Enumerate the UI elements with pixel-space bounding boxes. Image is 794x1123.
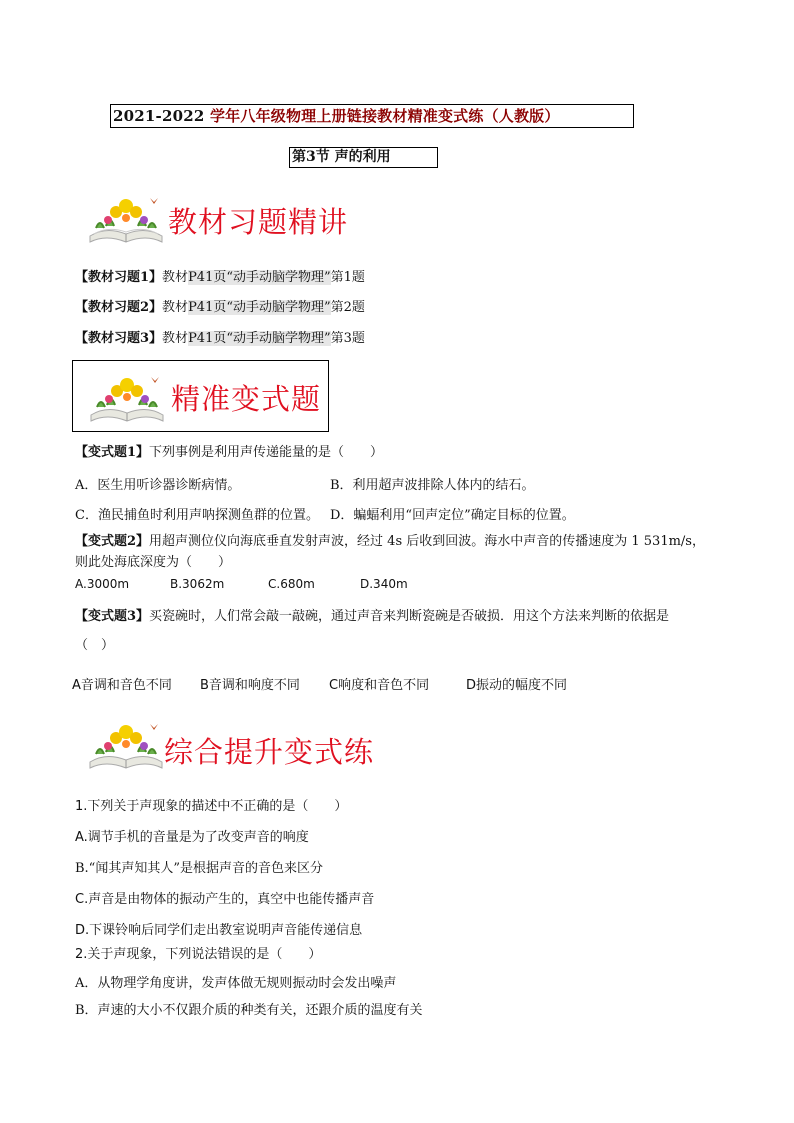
item-label: 【教材习题1】 (75, 270, 163, 285)
comp2-option-a: A．从物理学角度讲，发声体做无规则振动时会发出噪声 (75, 976, 397, 991)
variant3-option-a: A音调和音色不同 (72, 678, 172, 693)
variant3-option-c: C响度和音色不同 (329, 678, 430, 693)
variant-question: 下列事例是利用声传递能量的是（ ） (149, 445, 384, 460)
textbook-item (75, 330, 365, 348)
section-subtitle: 第3节 声的利用 (289, 147, 438, 168)
variant2-option-b: B.3062m (170, 577, 225, 591)
item-pre: 教材 (162, 300, 189, 315)
item-ref: P41页“动手动脑学物理” (188, 331, 331, 346)
variant2-option-c: C.680m (268, 577, 315, 591)
comp1-option-d: D.下课铃响后同学们走出教室说明声音能传递信息 (75, 923, 363, 938)
variant3-option-b: B音调和响度不同 (200, 678, 300, 693)
book-flower-icon (86, 718, 166, 772)
banner-comprehensive (86, 718, 386, 772)
banner-textbook (86, 192, 366, 246)
textbook-item (75, 269, 365, 287)
comp1-option-a: A.调节手机的音量是为了改变声音的响度 (75, 830, 309, 845)
variant1-option-c: C．渔民捕鱼时利用声呐探测鱼群的位置。 (75, 508, 319, 523)
variant1-option-d: D．蝙蝠利用“回声定位”确定目标的位置。 (330, 508, 575, 523)
variant-label: 【变式题1】 (75, 445, 150, 460)
section-title-comprehensive: 综合提升变式练 (164, 735, 375, 769)
section-title-textbook: 教材习题精讲 (168, 205, 349, 239)
variant1-question (75, 444, 383, 462)
variant2-option-d: D.340m (360, 577, 408, 591)
item-post: 第2题 (330, 300, 365, 315)
variant2-option-a: A.3000m (75, 577, 130, 591)
book-flower-icon (87, 371, 167, 425)
title-text: 学年八年级物理上册链接教材精准变式练（人教版） (209, 107, 560, 125)
variant-question: 用超声测位仪向海底垂直发射声波，经过 4s 后收到回波。海水中声音的传播速度为 1 531m/s， (149, 534, 705, 549)
item-pre: 教材 (162, 331, 189, 346)
variant-label: 【变式题2】 (75, 534, 150, 549)
variant1-option-a: A．医生用听诊器诊断病情。 (75, 478, 241, 493)
variant1-option-b: B．利用超声波排除人体内的结石。 (330, 478, 535, 493)
item-post: 第1题 (330, 270, 365, 285)
title-year: 2021-2022 (113, 107, 205, 125)
item-label: 【教材习题2】 (75, 300, 163, 315)
banner-variants (72, 360, 329, 432)
item-label: 【教材习题3】 (75, 331, 163, 346)
variant3-question-cont: （ ） (75, 638, 115, 653)
variant3-option-d: D振动的幅度不同 (466, 678, 568, 693)
comp1-option-b: B.“闻其声知其人”是根据声音的音色来区分 (75, 861, 323, 876)
book-flower-icon (86, 192, 166, 246)
section-title-variants: 精准变式题 (171, 382, 322, 416)
comp2-question: 2.关于声现象，下列说法错误的是（ ） (75, 947, 322, 962)
variant-question: 买瓷碗时，人们常会敲一敲碗，通过声音来判断瓷碗是否破损．用这个方法来判断的依据是 (149, 609, 670, 624)
textbook-item (75, 299, 365, 317)
variant-label: 【变式题3】 (75, 609, 150, 624)
variant3-question (75, 608, 669, 626)
item-pre: 教材 (162, 270, 189, 285)
document-title (110, 104, 634, 128)
item-ref: P41页“动手动脑学物理” (188, 300, 331, 315)
comp1-option-c: C.声音是由物体的振动产生的，真空中也能传播声音 (75, 892, 375, 907)
variant2-question (75, 533, 705, 551)
item-ref: P41页“动手动脑学物理” (188, 270, 331, 285)
comp1-question: 1.下列关于声现象的描述中不正确的是（ ） (75, 799, 348, 814)
item-post: 第3题 (330, 331, 365, 346)
variant2-question-cont: 则此处海底深度为（ ） (75, 555, 232, 570)
comp2-option-b: B．声速的大小不仅跟介质的种类有关，还跟介质的温度有关 (75, 1003, 423, 1018)
